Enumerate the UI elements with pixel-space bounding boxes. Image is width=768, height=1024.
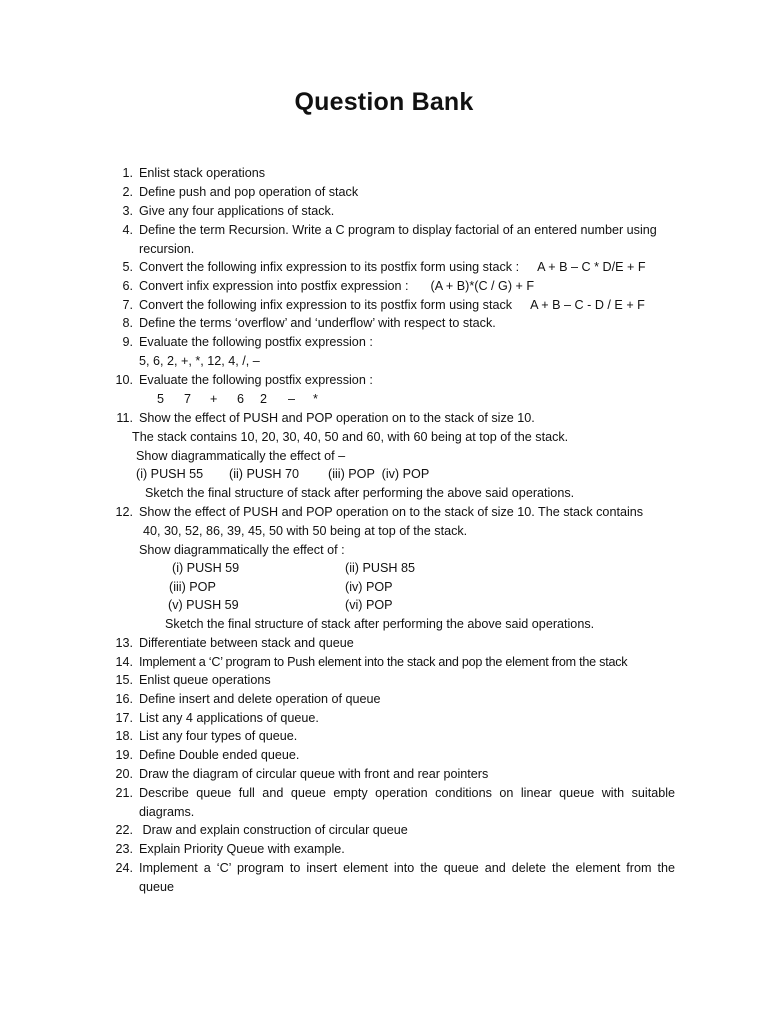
question-text: Draw the diagram of circular queue with front and rear pointers <box>139 767 489 781</box>
question-number: 20. <box>115 767 133 781</box>
question-number: 14. <box>115 655 133 669</box>
question-text: Give any four applications of stack. <box>139 204 335 218</box>
question-text: Convert infix expression into postfix expression : <box>139 279 409 293</box>
question-text: List any four types of queue. <box>139 729 298 743</box>
stack-operation: (v) PUSH 59 <box>168 598 239 612</box>
infix-expression: A + B – C - D / E + F <box>530 298 645 312</box>
postfix-token: 7 <box>184 392 192 406</box>
stack-operation: (i) PUSH 59 <box>172 561 240 575</box>
question-text: Define insert and delete operation of queue <box>139 692 381 706</box>
question-detail: Show diagrammatically the effect of : <box>139 543 345 557</box>
stack-operation: (ii) PUSH 85 <box>345 561 415 575</box>
question-text: Evaluate the following postfix expression : <box>139 373 373 387</box>
question-number: 17. <box>115 711 133 725</box>
question-number: 12. <box>115 505 133 519</box>
question-number: 9. <box>122 335 133 349</box>
page-title: Question Bank <box>294 88 474 116</box>
question-number: 4. <box>122 223 133 237</box>
question-number: 10. <box>115 373 133 387</box>
question-number: 19. <box>115 748 133 762</box>
stack-operation: (vi) POP <box>345 598 393 612</box>
question-text: Define the term Recursion. Write a C program to display factorial of an entered number using recursion. <box>139 223 657 256</box>
stack-operation: (i) PUSH 55 <box>136 467 204 481</box>
question-number: 24. <box>115 861 133 875</box>
question-number: 7. <box>122 298 133 312</box>
question-text: Enlist stack operations <box>139 166 265 180</box>
question-text: Convert the following infix expression to its postfix form using stack : <box>139 260 520 274</box>
postfix-token: 6 <box>237 392 245 406</box>
question-number: 23. <box>115 842 133 856</box>
question-text: Show the effect of PUSH and POP operation on to the stack of size 10. The stack contains <box>139 505 644 519</box>
question-text: Differentiate between stack and queue <box>139 636 354 650</box>
question-text: Implement a ‘C’ program to insert element into the queue and delete the element from the queue <box>139 861 675 894</box>
question-number: 6. <box>122 279 133 293</box>
question-number: 16. <box>115 692 133 706</box>
stack-operation: (iii) POP <box>169 580 216 594</box>
question-number: 22. <box>115 823 133 837</box>
question-number: 11. <box>116 411 133 425</box>
question-detail: Sketch the final structure of stack after performing the above said operations. <box>165 617 595 631</box>
question-detail: 40, 30, 52, 86, 39, 45, 50 with 50 being at top of the stack. <box>143 524 468 538</box>
question-number: 21. <box>115 786 133 800</box>
infix-expression: A + B – C * D/E + F <box>537 260 646 274</box>
postfix-token: 5 <box>157 392 165 406</box>
question-text: Enlist queue operations <box>139 673 271 687</box>
question-number: 18. <box>115 729 133 743</box>
postfix-token: 2 <box>260 392 268 406</box>
question-number: 5. <box>122 260 133 274</box>
question-number: 1. <box>122 166 133 180</box>
postfix-token: + <box>210 392 218 406</box>
question-number: 8. <box>122 316 133 330</box>
stack-operation: (ii) PUSH 70 <box>229 467 299 481</box>
question-detail: Show diagrammatically the effect of – <box>136 449 346 463</box>
question-detail: Sketch the final structure of stack after performing the above said operations. <box>145 486 575 500</box>
question-text: Explain Priority Queue with example. <box>139 842 345 856</box>
question-number: 3. <box>122 204 133 218</box>
question-text: Implement a ‘C’ program to Push element into the stack and pop the element from the stack <box>139 655 628 669</box>
question-text: Describe queue full and queue empty operation conditions on linear queue with suitable diagrams. <box>139 786 675 819</box>
question-detail: The stack contains 10, 20, 30, 40, 50 and 60, with 60 being at top of the stack. <box>132 430 569 444</box>
question-text: Convert the following infix expression to its postfix form using stack <box>139 298 513 312</box>
postfix-token: * <box>313 392 318 406</box>
question-text: Define the terms ‘overflow’ and ‘underflow’ with respect to stack. <box>139 316 496 330</box>
question-number: 13. <box>115 636 133 650</box>
question-text: Evaluate the following postfix expression : <box>139 335 373 349</box>
stack-operation: (iv) POP <box>345 580 393 594</box>
question-text: Define push and pop operation of stack <box>139 185 359 199</box>
postfix-token: – <box>288 392 296 406</box>
stack-operation: (iii) POP (iv) POP <box>328 467 430 481</box>
question-text: Draw and explain construction of circular queue <box>139 823 408 837</box>
question-number: 15. <box>115 673 133 687</box>
question-text: Show the effect of PUSH and POP operation on to the stack of size 10. <box>139 411 535 425</box>
question-text: List any 4 applications of queue. <box>139 711 319 725</box>
postfix-expression: 5, 6, 2, +, *, 12, 4, /, – <box>139 354 260 368</box>
question-text: Define Double ended queue. <box>139 748 300 762</box>
question-number: 2. <box>122 185 133 199</box>
infix-expression: (A + B)*(C / G) + F <box>430 279 535 293</box>
